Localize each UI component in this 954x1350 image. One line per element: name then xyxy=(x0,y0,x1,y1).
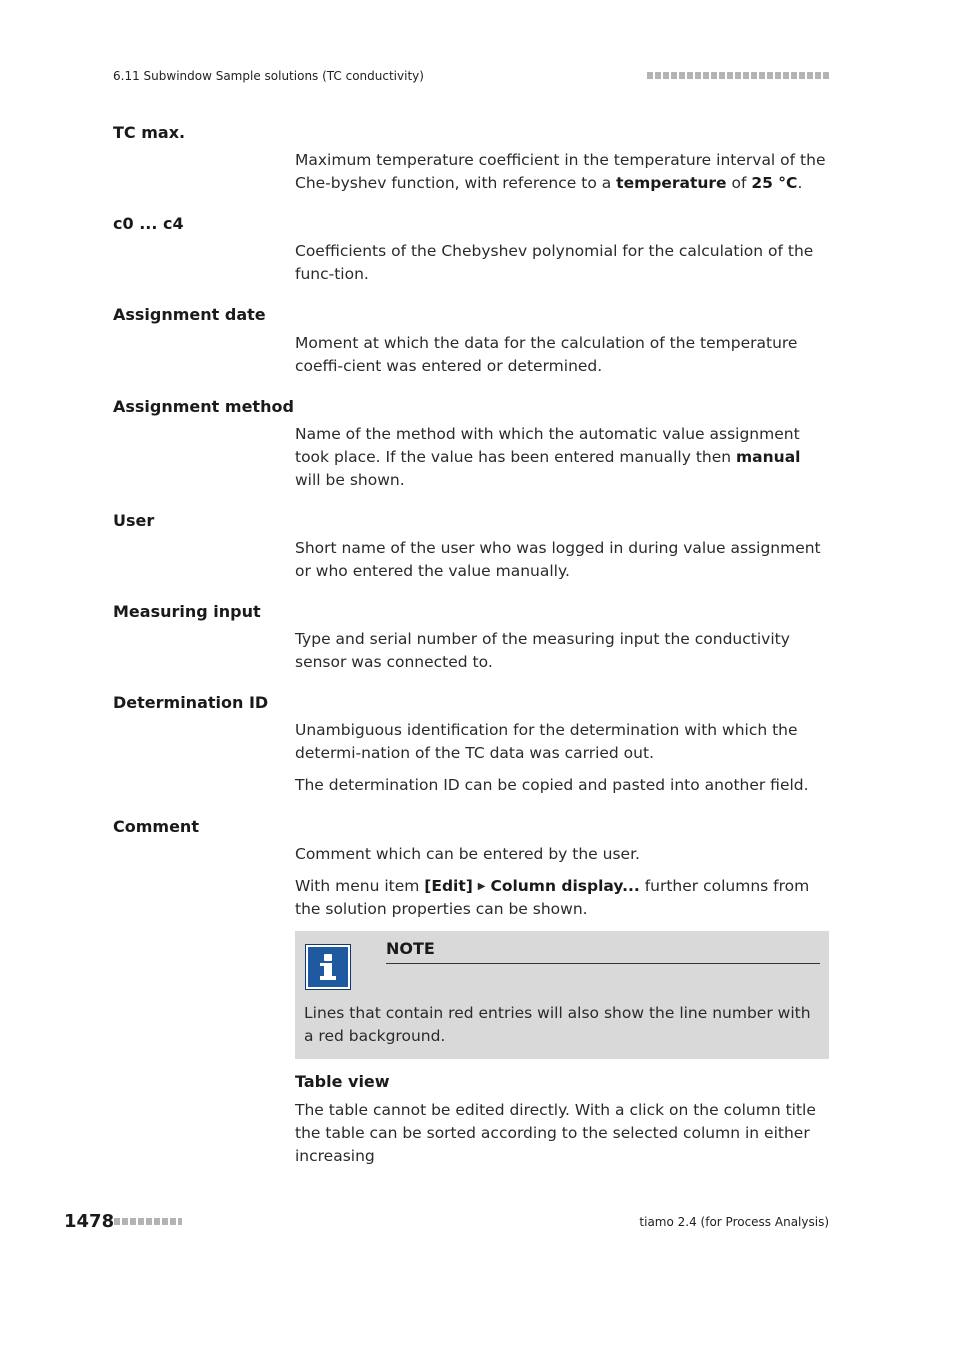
desc-assignment-method xyxy=(295,423,830,492)
desc-tc-max-text-mid: of xyxy=(726,174,752,192)
desc-assignment-method-text-before: Name of the method with which the automatic value assignment took place. If the value has been entered manually then xyxy=(295,425,800,466)
footer-product: tiamo 2.4 (for Process Analysis) xyxy=(639,1215,829,1229)
menu-text-before: With menu item xyxy=(295,877,425,895)
term-c0-c4: c0 ... c4 xyxy=(113,214,184,233)
menu-text-after: further columns from the solution properties can be shown. xyxy=(295,877,810,918)
term-determination-id: Determination ID xyxy=(113,693,269,712)
desc-user: Short name of the user who was logged in during value assignment or who entered the value manually. xyxy=(295,539,821,580)
menu-item-column-display: Column display... xyxy=(490,877,640,895)
desc-tc-max xyxy=(295,149,830,195)
term-measuring-input: Measuring input xyxy=(113,602,261,621)
desc-tc-max-text-before: Maximum temperature coefficient in the temperature interval of the Che-byshev function, with reference to a xyxy=(295,151,826,192)
term-assignment-date: Assignment date xyxy=(113,305,266,324)
desc-tc-max-bold-value: 25 °C xyxy=(751,174,798,192)
table-view-text: The table cannot be edited directly. With a click on the column title the table can be sorted according to the selected column in either increasing xyxy=(295,1101,816,1165)
note-box xyxy=(295,931,829,1059)
note-text: Lines that contain red entries will also show the line number with a red background. xyxy=(304,1004,811,1045)
desc-comment-menu xyxy=(295,875,830,921)
desc-assignment-method-text-after: will be shown. xyxy=(295,471,405,489)
desc-tc-max-text-after: . xyxy=(797,174,803,192)
desc-assignment-method-bold-manual: manual xyxy=(736,448,801,466)
term-assignment-method: Assignment method xyxy=(113,397,294,416)
desc-determination-id-copy: The determination ID can be copied and pasted into another field. xyxy=(295,776,809,794)
menu-arrow-icon: ▶ xyxy=(477,881,486,892)
header-decoration xyxy=(647,72,830,79)
desc-measuring-input: Type and serial number of the measuring input the conductivity sensor was connected to. xyxy=(295,630,790,671)
term-tc-max: TC max. xyxy=(113,123,186,142)
running-header-section: 6.11 Subwindow Sample solutions (TC conductivity) xyxy=(113,69,424,83)
note-title: NOTE xyxy=(386,939,435,958)
menu-item-edit: [Edit] xyxy=(424,877,473,895)
info-icon xyxy=(305,944,351,990)
table-view-heading: Table view xyxy=(295,1072,390,1091)
desc-c0-c4: Coefficients of the Chebyshev polynomial for the calculation of the func-tion. xyxy=(295,242,814,283)
footer-decoration xyxy=(114,1218,182,1225)
page-number: 1478 xyxy=(64,1211,115,1232)
desc-determination-id: Unambiguous identification for the determination with which the determi-nation of the TC data was carried out. xyxy=(295,721,798,762)
term-user: User xyxy=(113,511,155,530)
term-comment: Comment xyxy=(113,817,199,836)
note-divider xyxy=(386,963,820,964)
desc-assignment-date: Moment at which the data for the calculation of the temperature coeffi-cient was entered or determined. xyxy=(295,334,798,375)
desc-comment: Comment which can be entered by the user. xyxy=(295,845,640,863)
desc-tc-max-bold-temperature: temperature xyxy=(616,174,727,192)
